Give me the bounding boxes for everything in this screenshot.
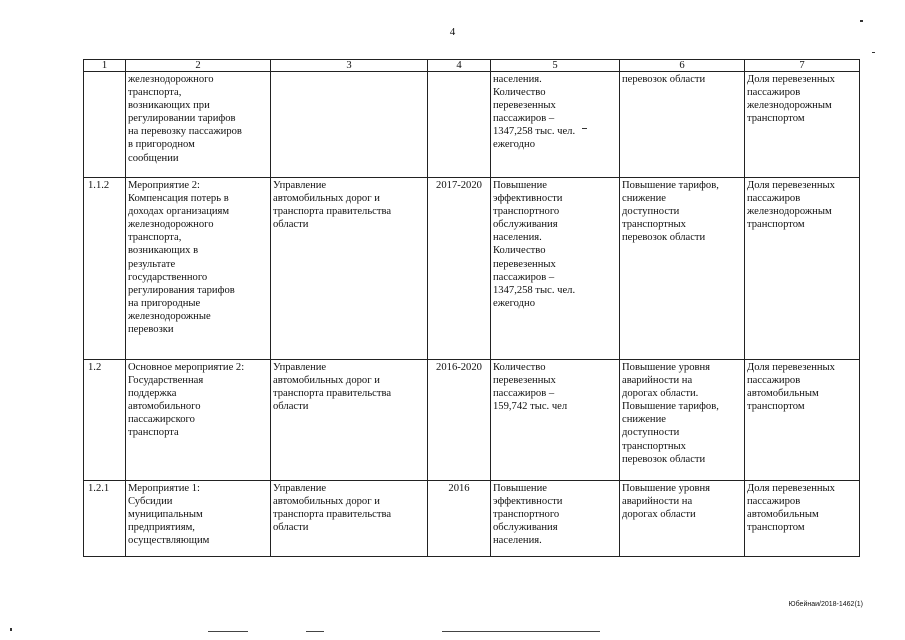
- consequence: Повышение тарифов, снижение доступности транспортных перевозок области: [622, 180, 719, 244]
- consequence-cell: [620, 178, 745, 360]
- measure-name-cell: [126, 178, 271, 360]
- table-row: [84, 178, 860, 360]
- measure-name-cell: [126, 481, 271, 557]
- years-cell: [428, 360, 491, 481]
- consequence-cell: [620, 481, 745, 557]
- scan-line: [208, 631, 248, 632]
- measure-name: Мероприятие 1: Субсидии муниципальным предприятиям, осуществляющим: [128, 483, 210, 547]
- years-cell: [428, 481, 491, 557]
- scan-mark: [860, 20, 863, 22]
- row-number: 1.2.1: [88, 483, 110, 494]
- header-cell: 1: [84, 60, 126, 72]
- scan-mark: [872, 52, 875, 53]
- header-cell: 6: [620, 60, 745, 72]
- table-row: [84, 72, 860, 178]
- years-cell: [428, 178, 491, 360]
- measure-name: железнодорожного транспорта, возникающих при регулировании тарифов на перевозку пассажиров в пригородном сообщении: [128, 74, 242, 164]
- measure-name: Основное мероприятие 2: Государственная поддержка автомобильного пассажирского транспорта: [128, 362, 245, 439]
- table-row: [84, 360, 860, 481]
- indicator: Доля перевезенных пассажиров железнодорожным транспортом: [747, 180, 835, 231]
- executor: Управление автомобильных дорог и транспорта правительства области: [273, 362, 392, 413]
- measures-table: [83, 59, 860, 557]
- measure-name-cell: [126, 360, 271, 481]
- header-cell: 7: [745, 60, 860, 72]
- consequence: Повышение уровня аварийности на дорогах области. Повышение тарифов, снижение доступности транспортных перевозок области: [622, 362, 719, 465]
- consequence-cell: [620, 360, 745, 481]
- years: 2016: [448, 483, 470, 494]
- executor: Управление автомобильных дорог и транспорта правительства области: [273, 483, 392, 534]
- indicator: Доля перевезенных пассажиров автомобильным транспортом: [747, 483, 835, 534]
- result-cell: [491, 72, 620, 178]
- header-cell: 4: [428, 60, 491, 72]
- header-row: [84, 60, 860, 72]
- executor-cell: [271, 481, 428, 557]
- table-row: [84, 481, 860, 557]
- years: 2017-2020: [436, 180, 482, 191]
- scan-mark: [582, 128, 587, 129]
- row-number-cell: [84, 72, 126, 178]
- header-cell: 5: [491, 60, 620, 72]
- indicator-cell: [745, 178, 860, 360]
- expected-result: населения. Количество перевезенных пассажиров – 1347,258 тыс. чел. ежегодно: [493, 74, 576, 151]
- indicator-cell: [745, 72, 860, 178]
- measure-name-cell: [126, 72, 271, 178]
- result-cell: [491, 178, 620, 360]
- consequence-cell: [620, 72, 745, 178]
- expected-result: Повышение эффективности транспортного обслуживания населения. Количество перевезенных пассажиров – 1347,258 тыс. чел. ежегодно: [493, 180, 576, 309]
- result-cell: [491, 481, 620, 557]
- indicator: Доля перевезенных пассажиров железнодорожным транспортом: [747, 74, 835, 125]
- expected-result: Количество перевезенных пассажиров – 159,742 тыс. чел: [493, 362, 568, 413]
- document-code: Юбейнаи/2018-1462(1): [788, 601, 863, 608]
- indicator-cell: [745, 481, 860, 557]
- indicator-cell: [745, 360, 860, 481]
- years-cell: [428, 72, 491, 178]
- header-cell: 2: [126, 60, 271, 72]
- row-number-cell: [84, 178, 126, 360]
- executor: Управление автомобильных дорог и транспорта правительства области: [273, 180, 392, 231]
- executor-cell: [271, 178, 428, 360]
- executor-cell: [271, 360, 428, 481]
- scan-line: [306, 631, 324, 632]
- years: 2016-2020: [436, 362, 482, 373]
- indicator: Доля перевезенных пассажиров автомобильным транспортом: [747, 362, 835, 413]
- row-number-cell: [84, 360, 126, 481]
- row-number: 1.1.2: [88, 180, 110, 191]
- measure-name: Мероприятие 2: Компенсация потерь в доходах организациям железнодорожного транспорта, возникающих в результате государственного регулирования тарифов на пригородные железнодорожные перевозки: [128, 180, 235, 336]
- row-number: 1.2: [88, 362, 102, 373]
- expected-result: Повышение эффективности транспортного обслуживания населения.: [493, 483, 563, 547]
- consequence: перевозок области: [622, 74, 706, 85]
- result-cell: [491, 360, 620, 481]
- consequence: Повышение уровня аварийности на дорогах области: [622, 483, 711, 521]
- scan-line: [442, 631, 600, 632]
- scan-mark: [10, 628, 12, 631]
- row-number-cell: [84, 481, 126, 557]
- executor-cell: [271, 72, 428, 178]
- header-cell: 3: [271, 60, 428, 72]
- page-number: 4: [449, 26, 456, 38]
